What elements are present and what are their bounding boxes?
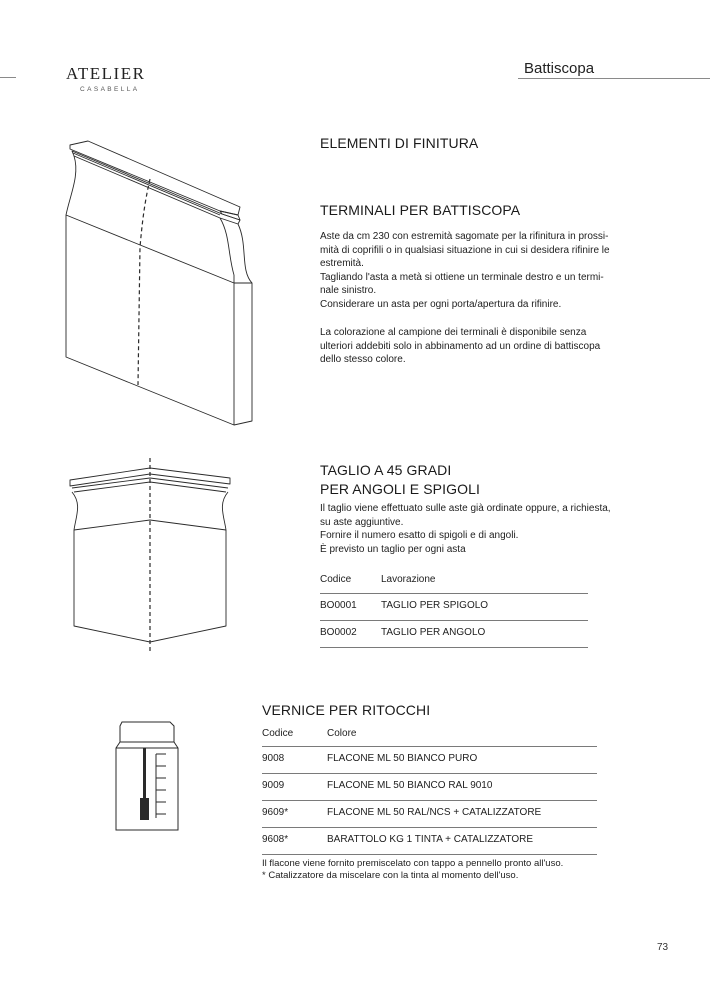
table-header-row [320,568,588,594]
section-title: Battiscopa [524,60,595,77]
row-description: FLACONE ML 50 BIANCO RAL 9010 [327,780,493,791]
text-line: nale sinistro. [320,285,377,296]
text-line: Fornire il numero esatto di spigoli e di angoli. [320,530,519,541]
paint-notes [262,858,563,882]
brand-subtitle: CASABELLA [80,86,140,93]
text-line: ulteriori addebiti solo in abbinamento ad un ordine di battiscopa [320,340,601,352]
row-description: TAGLIO PER ANGOLO [381,627,486,638]
row-description: FLACONE ML 50 RAL/NCS + CATALIZZATORE [327,807,542,818]
cut45-table [320,568,588,648]
table-header-row [262,722,597,747]
column-header-code: Codice [320,574,352,585]
terminal-illustration [60,135,260,435]
row-description: TAGLIO PER SPIGOLO [381,600,489,611]
terminals-colour-note [320,326,650,367]
paint-table [262,722,597,855]
text-line: estremità. [320,258,364,269]
page-number: 73 [657,942,669,953]
header-left-rule [0,77,16,78]
brand-logo: ATELIER [66,64,146,83]
cut45-description [320,502,650,556]
row-code: 9008 [262,753,285,764]
row-description: FLACONE ML 50 BIANCO PURO [327,753,478,764]
text-line: È previsto un taglio per ogni asta [320,543,466,555]
table-row [262,801,597,828]
cut45-title [320,461,480,499]
column-header-colour: Colore [327,728,357,739]
row-code: 9608* [262,834,289,845]
header-right-rule [518,78,710,79]
column-header-code: Codice [262,728,294,739]
row-code: BO0001 [320,600,357,611]
paint-bottle-illustration [112,718,184,836]
text-line: dello stesso colore. [320,354,406,365]
table-row [320,594,588,621]
table-row [320,621,588,648]
row-code: BO0002 [320,627,357,638]
row-code: 9609* [262,807,289,818]
text-line: La colorazione al campione dei terminali è disponibile senza [320,327,587,338]
cut45-title-line: TAGLIO A 45 GRADI [320,462,452,478]
text-line: mità di coprifili o in qualsiasi situazione in cui si desidera rifinire le [320,244,610,256]
text-line: Considerare un asta per ogni porta/apertura da rifinire. [320,298,562,310]
row-code: 9009 [262,780,285,791]
column-header-processing: Lavorazione [381,574,436,585]
paint-note: Il flacone viene fornito premiscelato con tappo a pennello pronto all'uso. [262,858,564,869]
table-row [262,774,597,801]
table-row [262,828,597,855]
cut45-title-line: PER ANGOLI E SPIGOLI [320,481,480,497]
terminals-description [320,230,650,311]
text-line: Tagliando l'asta a metà si ottiene un terminale destro e un termi- [320,271,604,283]
paint-note: * Catalizzatore da miscelare con la tinta al momento dell'uso. [262,870,519,881]
text-line: Il taglio viene effettuato sulle aste già ordinate oppure, a richiesta, [320,503,611,514]
paint-title: VERNICE PER RITOCCHI [262,702,431,718]
text-line: Aste da cm 230 con estremità sagomate per la rifinitura in prossi- [320,231,609,242]
text-line: su aste aggiuntive. [320,516,404,528]
finishing-title: ELEMENTI DI FINITURA [320,135,479,151]
terminals-title: TERMINALI PER BATTISCOPA [320,202,521,218]
mitre-cut-illustration [60,458,250,658]
row-description: BARATTOLO KG 1 TINTA + CATALIZZATORE [327,834,534,845]
table-row [262,747,597,774]
